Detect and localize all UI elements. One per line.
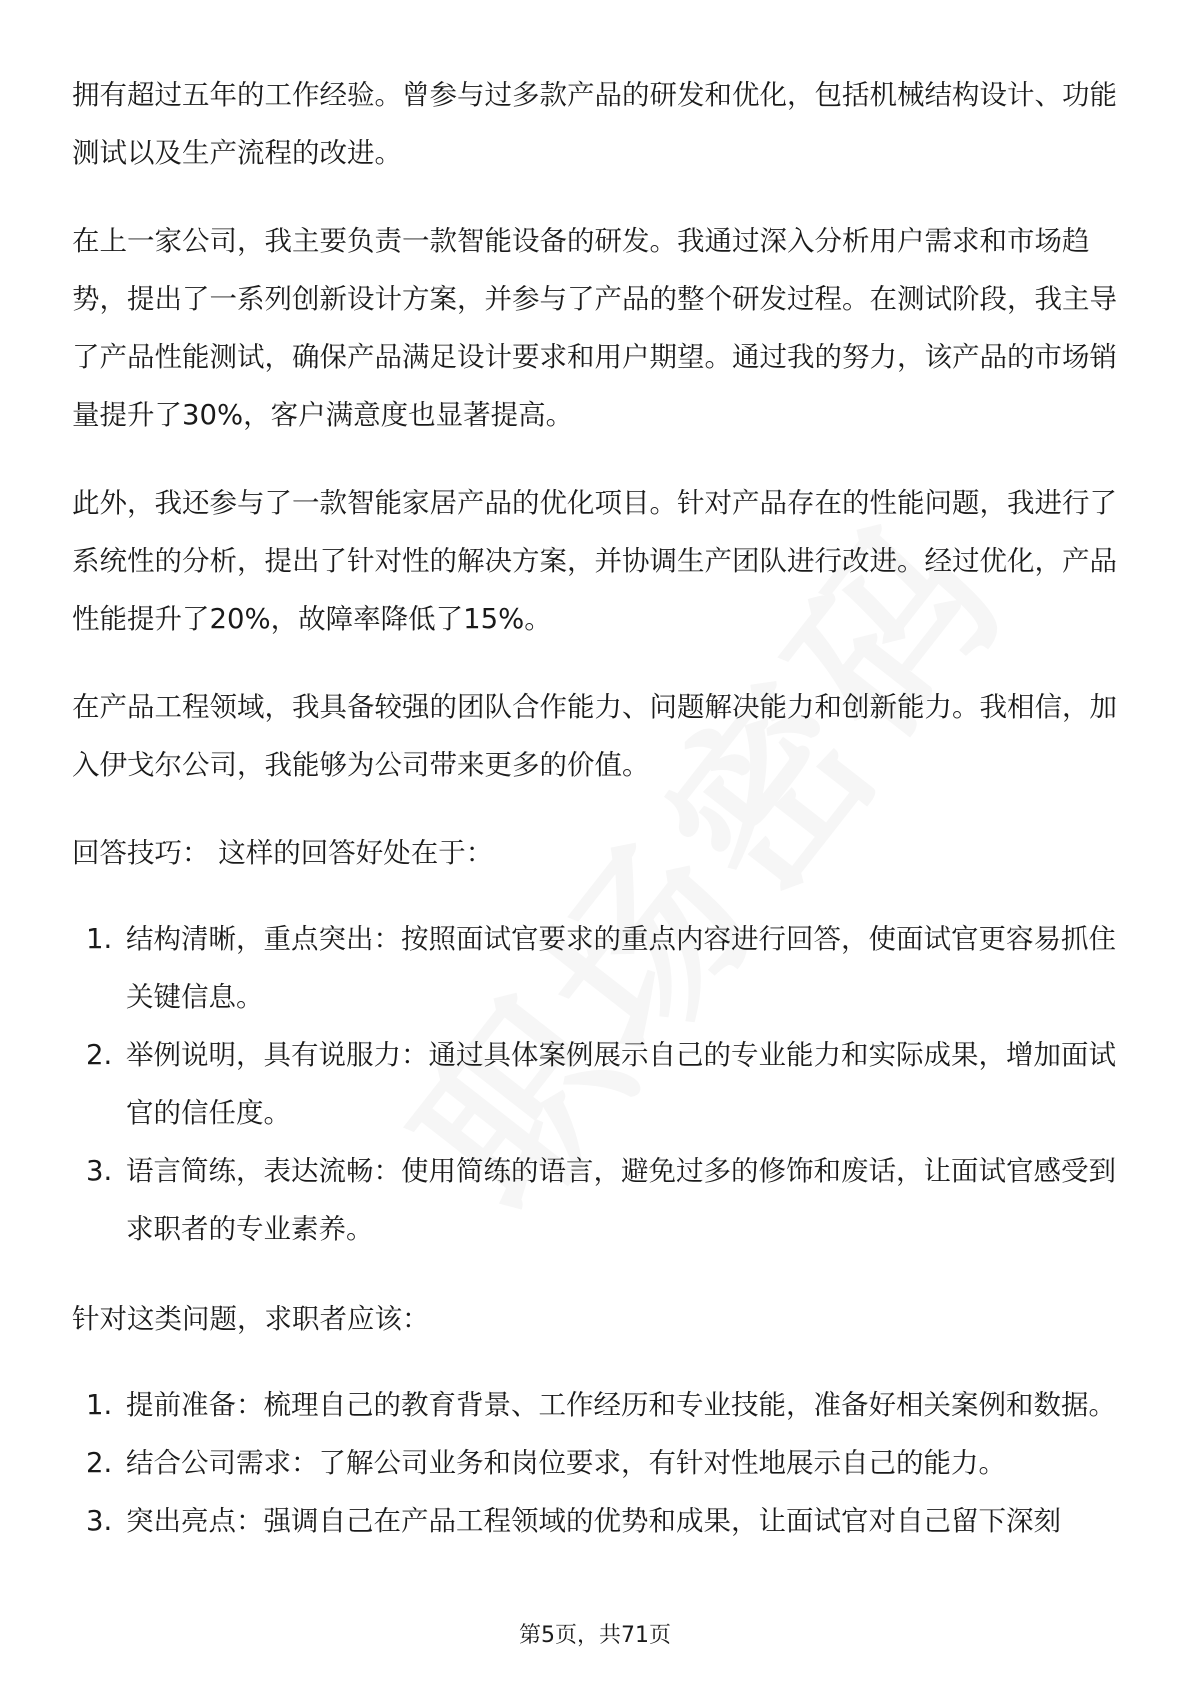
paragraph-optimization-project: 此外，我还参与了一款智能家居产品的优化项目。针对产品存在的性能问题，我进行了系统性的分析，提出了针对性的解决方案，并协调生产团队进行改进。经过优化，产品性能提升了20%，故障率降低了15%。 xyxy=(72,487,1117,635)
list-item xyxy=(72,910,1122,1026)
list-item-text: 举例说明，具有说服力：通过具体案例展示自己的专业能力和实际成果，增加面试官的信任度。 xyxy=(126,1039,1116,1129)
list-item-text: 突出亮点：强调自己在产品工程领域的优势和成果，让面试官对自己留下深刻 xyxy=(126,1505,1061,1537)
list-item xyxy=(72,1376,1122,1434)
list-item-text: 结合公司需求：了解公司业务和岗位要求，有针对性地展示自己的能力。 xyxy=(126,1447,1006,1479)
list-item-number: 1. xyxy=(86,1389,113,1421)
list-item-text: 提前准备：梳理自己的教育背景、工作经历和专业技能，准备好相关案例和数据。 xyxy=(126,1389,1116,1421)
paragraph-previous-company: 在上一家公司，我主要负责一款智能设备的研发。我通过深入分析用户需求和市场趋势，提出了一系列创新设计方案，并参与了产品的整个研发过程。在测试阶段，我主导了产品性能测试，确保产品满足设计要求和用户期望。通过我的努力，该产品的市场销量提升了30%，客户满意度也显著提高。 xyxy=(72,225,1117,431)
list-item-text: 结构清晰，重点突出：按照面试官要求的重点内容进行回答，使面试官更容易抓住关键信息。 xyxy=(126,923,1116,1013)
list-item xyxy=(72,1492,1122,1550)
list-item xyxy=(72,1026,1122,1142)
list-item-number: 2. xyxy=(86,1039,113,1071)
advice-heading: 针对这类问题，求职者应该： xyxy=(72,1303,430,1335)
page-number-footer: 第5页，共71页 xyxy=(519,1623,671,1648)
list-item-number: 3. xyxy=(86,1155,113,1187)
list-item-number: 1. xyxy=(86,923,113,955)
list-item-number: 2. xyxy=(86,1447,113,1479)
list-item xyxy=(72,1434,1122,1492)
tips-list xyxy=(72,910,1122,1258)
list-item-number: 3. xyxy=(86,1505,113,1537)
paragraph-experience: 拥有超过五年的工作经验。曾参与过多款产品的研发和优化，包括机械结构设计、功能测试以及生产流程的改进。 xyxy=(72,79,1117,169)
advice-list xyxy=(72,1376,1122,1550)
list-item xyxy=(72,1142,1122,1258)
tips-heading: 回答技巧： 这样的回答好处在于： xyxy=(72,837,494,869)
page-content xyxy=(72,66,1122,1582)
paragraph-abilities: 在产品工程领域，我具备较强的团队合作能力、问题解决能力和创新能力。我相信，加入伊戈尔公司，我能够为公司带来更多的价值。 xyxy=(72,691,1117,781)
list-item-text: 语言简练，表达流畅：使用简练的语言，避免过多的修饰和废话，让面试官感受到求职者的专业素养。 xyxy=(126,1155,1116,1245)
